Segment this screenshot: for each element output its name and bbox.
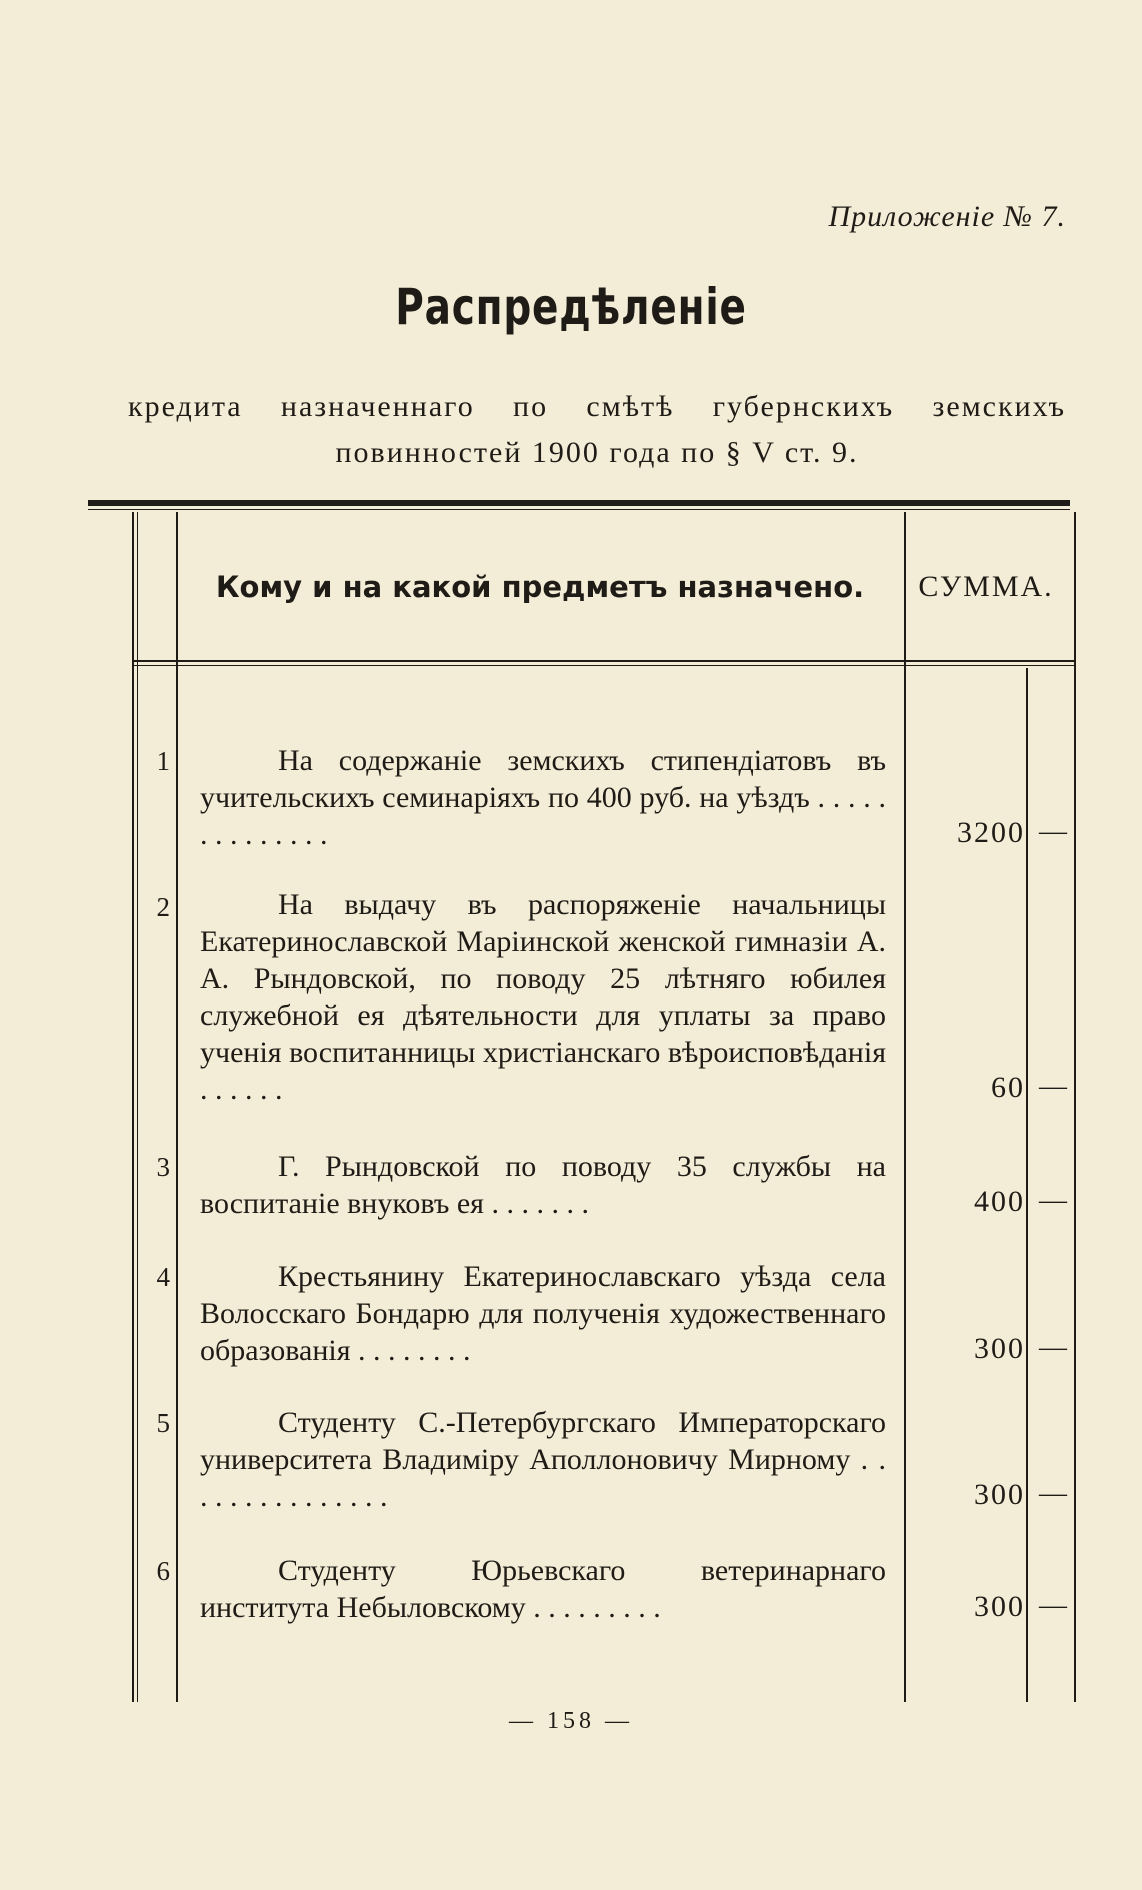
row-text: Студенту Юрьевскаго ветеринарнаго института Небыловскому . . . . . . . . . bbox=[200, 1554, 886, 1624]
header-bottom-rule-thin bbox=[132, 665, 1076, 666]
row-number: 6 bbox=[156, 1556, 170, 1586]
table-border-right bbox=[1074, 512, 1076, 1702]
row-number: 2 bbox=[156, 892, 170, 922]
row-description bbox=[200, 1552, 886, 1626]
table-border-left-inner bbox=[137, 512, 138, 1702]
column-divider-kopecks bbox=[1026, 668, 1028, 1702]
page-subtitle: кредита назначеннаго по смѣтѣ губернскихъ земскихъ повинностей 1900 года по § V ст. 9. bbox=[128, 390, 1066, 469]
row-kopecks: — bbox=[1039, 1478, 1067, 1509]
row-text: На выдачу въ распоряженіе начальницы Екатеринославской Маріинской женской гимназіи А. А. Рындовской, по поводу 25 лѣтняго юбилея служебной ея дѣятельности для уплаты за право ученія воспитанницы христіанскаго вѣроисповѣданія . . . . . . bbox=[200, 888, 886, 1106]
row-amount: 400 bbox=[974, 1185, 1025, 1218]
page-title: Распредѣленіе bbox=[395, 278, 747, 336]
header-rule-thin bbox=[88, 509, 1070, 510]
row-number: 1 bbox=[156, 746, 170, 776]
column-divider-number bbox=[176, 512, 178, 1702]
row-text: Студенту С.-Петербургскаго Императорскаго университета Владиміру Аполлоновичу Мирному . . . . . . . . . . . . . . . bbox=[200, 1406, 886, 1513]
row-text: Крестьянину Екатеринославскаго уѣзда села Волосскаго Бондарю для полученія художественнаго образованія . . . . . . . . bbox=[200, 1260, 886, 1367]
row-amount: 300 bbox=[974, 1590, 1025, 1623]
column-header-sum: СУММА. bbox=[918, 570, 1054, 603]
row-amount: 300 bbox=[974, 1332, 1025, 1365]
row-kopecks: — bbox=[1039, 1332, 1067, 1363]
row-description bbox=[200, 1148, 886, 1222]
page-number: — 158 — bbox=[509, 1708, 633, 1734]
column-divider-sum bbox=[904, 512, 906, 1702]
row-kopecks: — bbox=[1039, 1071, 1067, 1102]
row-kopecks: — bbox=[1039, 1185, 1067, 1216]
row-amount: 60 bbox=[991, 1071, 1025, 1104]
row-text: Г. Рындовской по поводу 35 службы на воспитаніе внуковъ ея . . . . . . . bbox=[200, 1150, 886, 1220]
header-rule bbox=[88, 500, 1070, 506]
row-kopecks: — bbox=[1039, 1590, 1067, 1621]
row-description bbox=[200, 1404, 886, 1515]
row-description bbox=[200, 1258, 886, 1369]
header-bottom-rule bbox=[132, 660, 1076, 662]
column-header-subject: Кому и на какой предметъ назначено. bbox=[215, 570, 865, 604]
row-number: 4 bbox=[156, 1262, 170, 1292]
row-text: На содержаніе земскихъ стипендіатовъ въ учительскихъ семинаріяхъ по 400 руб. на уѣздъ . . . . . . . . . . . . . . bbox=[200, 744, 886, 851]
row-amount: 300 bbox=[974, 1478, 1025, 1511]
row-number: 3 bbox=[156, 1152, 170, 1182]
row-amount: 3200 bbox=[957, 816, 1025, 849]
row-kopecks: — bbox=[1039, 816, 1067, 847]
table-border-left bbox=[132, 512, 134, 1702]
row-number: 5 bbox=[156, 1408, 170, 1438]
row-description bbox=[200, 886, 886, 1108]
appendix-label: Приложеніе № 7. bbox=[828, 200, 1066, 233]
row-description bbox=[200, 742, 886, 853]
